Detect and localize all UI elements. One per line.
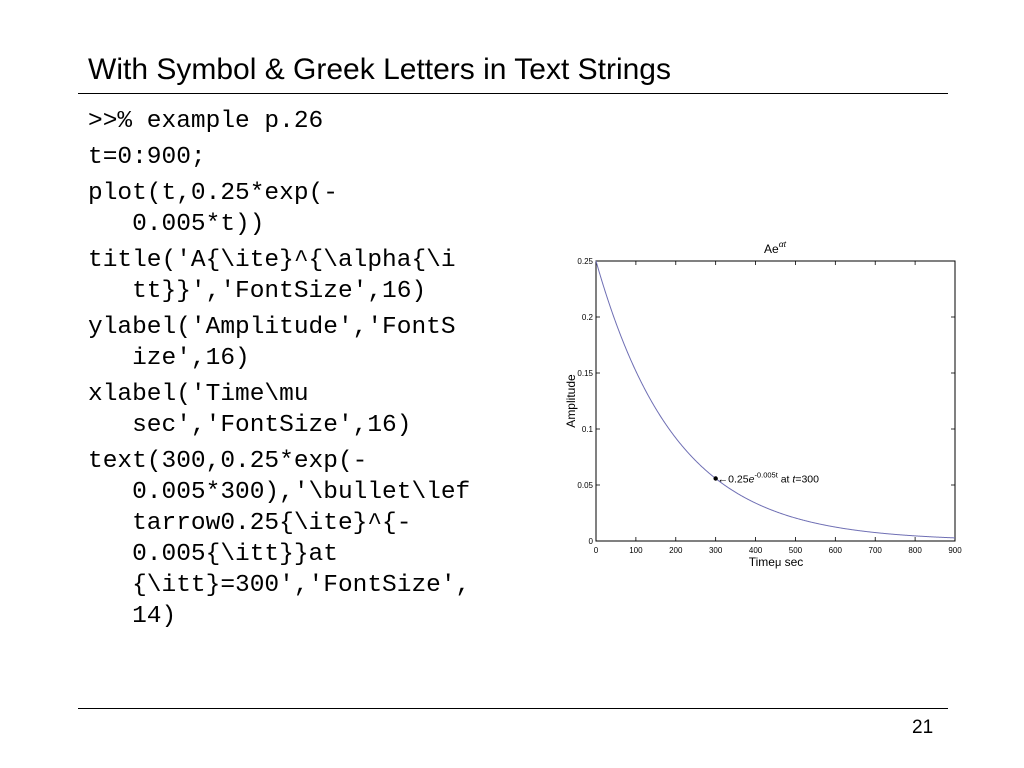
page-number: 21 [912,717,934,738]
x-tick-label: 600 [828,546,843,555]
x-tick-label: 700 [868,546,882,555]
code-line: xlabel('Time\mu sec','FontSize',16) [88,381,412,439]
code-line: >>% example p.26 [88,108,324,135]
y-tick-label: 0.25 [577,257,593,266]
plot-area [596,261,955,541]
line-chart [550,228,975,580]
chart-title: $Ae^{\alpha t}$ [764,239,786,256]
y-tick-label: 0.15 [577,369,593,378]
y-tick-label: 0.1 [581,425,593,434]
title-divider [78,93,948,94]
y-tick-label: 0.2 [581,313,593,322]
code-line: plot(t,0.25*exp(- 0.005*t)) [88,180,338,238]
y-tick-label: 0.05 [577,481,593,490]
footer-divider [78,708,948,709]
code-line: text(300,0.25*exp(- 0.005*300),'\bullet\lef tarrow0.25{\ite}^{- 0.005{\itt}}at {\itt}=300','FontSize', 14) [88,448,471,630]
x-tick-label: 300 [708,546,723,555]
y-axis-label: Amplitude [564,374,578,428]
code-line: t=0:900; [88,144,206,171]
x-tick-label: 500 [788,546,803,555]
x-tick-label: 900 [948,546,962,555]
y-tick-label: 0 [588,537,593,546]
x-tick-label: 800 [908,546,922,555]
code-listing [88,106,528,637]
slide-title: With Symbol & Greek Letters in Text Strings [88,53,671,86]
x-tick-label: 200 [669,546,683,555]
x-axis-label: Timeμ sec [748,555,804,569]
code-line: ylabel('Amplitude','FontS ize',16) [88,314,456,372]
code-line: title('A{\ite}^{\alpha{\i tt}}','FontSize',16) [88,247,456,305]
chart-figure [550,228,975,580]
x-tick-label: 0 [593,546,599,555]
annotation-label: $\leftarrow 0.25e^{-0.005t}$ at t=300 [717,470,819,486]
x-tick-label: 100 [629,546,643,555]
x-tick-label: 400 [748,546,763,555]
